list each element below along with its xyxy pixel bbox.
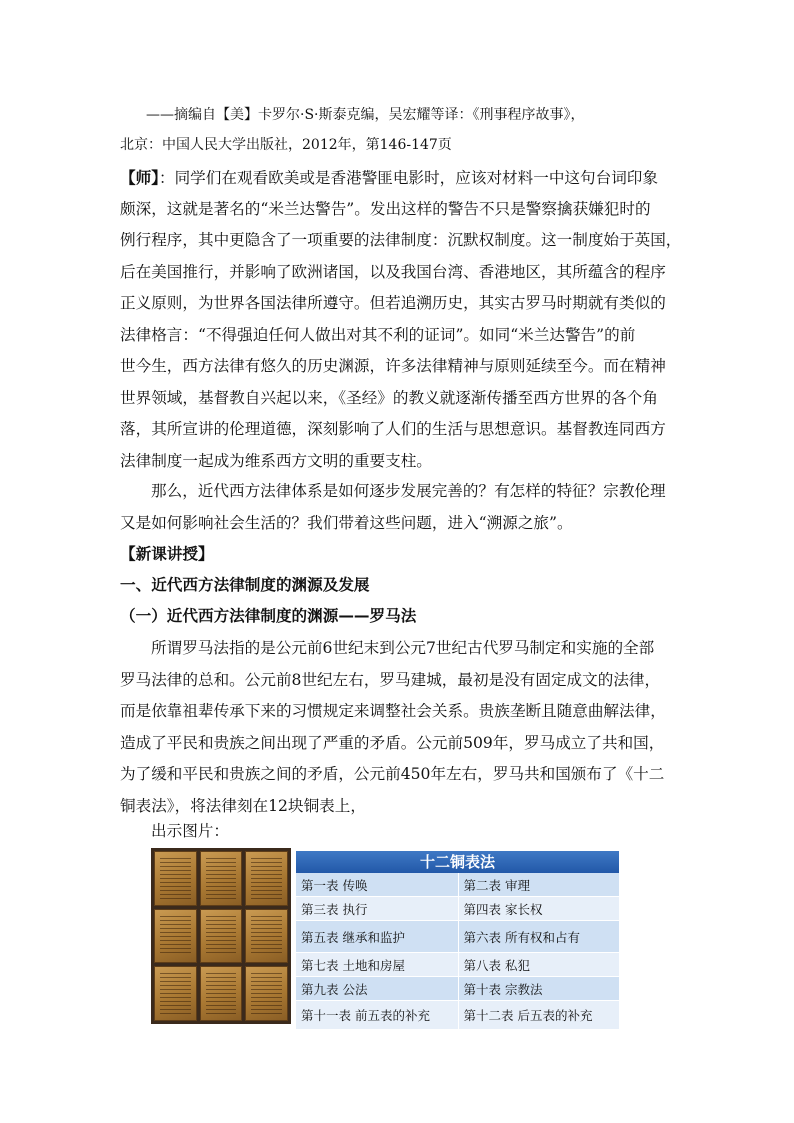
table-row: [296, 977, 619, 1001]
citation-line-2: 北京：中国人民大学出版社，2012年，第146-147页: [120, 137, 452, 153]
bronze-tablet: [200, 909, 243, 964]
bronze-tablet: [245, 909, 288, 964]
bronze-tablet: [154, 851, 197, 906]
heading-level-2: （一）近代西方法律制度的渊源——罗马法: [120, 607, 417, 625]
citation-line-1: ——摘编自【美】卡罗尔·S·斯泰克编，吴宏耀等译：《刑事程序故事》，: [146, 107, 585, 123]
table-row: [296, 1001, 619, 1029]
teacher-line: 正义原则，为世界各国法律所遵守。但若追溯历史，其实古罗马时期就有类似的: [120, 294, 666, 312]
section-new-lesson: 【新课讲授】: [120, 545, 214, 563]
roman-law-line: 而是依靠祖辈传承下来的习惯规定来调整社会关系。贵族垄断且随意曲解法律，: [120, 702, 666, 720]
bronze-tablet: [154, 966, 197, 1021]
table-cell: 第六表 所有权和占有: [458, 921, 620, 952]
bronze-tablet: [200, 851, 243, 906]
question-line: 又是如何影响社会生活的？我们带着这些问题，进入“溯源之旅”。: [120, 513, 573, 532]
bronze-tablet: [154, 909, 197, 964]
teacher-line: 落，其所宣讲的伦理道德，深刻影响了人们的生活与思想意识。基督教连同西方: [120, 420, 666, 438]
table-cell: 第三表 执行: [296, 897, 458, 920]
roman-law-paragraph: [120, 633, 680, 822]
question-paragraph: [120, 476, 680, 539]
table-cell: 第十二表 后五表的补充: [458, 1001, 620, 1029]
table-cell: 第八表 私犯: [458, 953, 620, 976]
teacher-paragraph: [120, 162, 680, 477]
roman-law-line: 为了缓和平民和贵族之间的矛盾，公元前450年左右，罗马共和国颁布了《十二: [120, 765, 665, 783]
twelve-tables-table: [296, 851, 619, 1024]
teacher-line: 世界领域，基督教自兴起以来，《圣经》的教义就逐渐传播至西方世界的各个角: [120, 388, 658, 407]
table-row: [296, 953, 619, 977]
table-row: [296, 921, 619, 953]
citation: [120, 100, 680, 160]
teacher-line: 法律格言：“不得强迫任何人做出对其不利的证词”。如同“米兰达警告”的前: [120, 325, 636, 344]
table-cell: 第五表 继承和监护: [296, 921, 458, 952]
show-picture-label: 出示图片：: [151, 822, 229, 840]
bronze-tablet: [245, 851, 288, 906]
table-row: [296, 873, 619, 897]
table-title: 十二铜表法: [296, 851, 619, 873]
table-row: [296, 897, 619, 921]
teacher-line: 颇深，这就是著名的“米兰达警告”。发出这样的警告不只是警察擒获嫌犯时的: [120, 199, 651, 218]
teacher-line: 法律制度一起成为维系西方文明的重要支柱。: [120, 451, 432, 470]
teacher-line: 世今生，西方法律有悠久的历史渊源，许多法律精神与原则延续至今。而在精神: [120, 357, 666, 375]
show-picture-paragraph: [120, 816, 680, 848]
table-cell: 第七表 土地和房屋: [296, 953, 458, 976]
teacher-label: 【师】: [120, 168, 159, 187]
table-cell: 第十一表 前五表的补充: [296, 1001, 458, 1029]
roman-law-line: 造成了平民和贵族之间出现了严重的矛盾。公元前509年，罗马成立了共和国，: [120, 733, 665, 752]
bronze-tablets-photo: [151, 848, 291, 1024]
table-cell: 第二表 审理: [458, 873, 620, 896]
roman-law-line: 罗马法律的总和。公元前8世纪左右，罗马建城，最初是没有固定成文的法律，: [120, 670, 661, 689]
table-cell: 第九表 公法: [296, 977, 458, 1000]
table-cell: 第十表 宗教法: [458, 977, 620, 1000]
question-line: 那么，近代西方法律体系是如何逐步发展完善的？有怎样的特征？宗教伦理: [151, 482, 666, 500]
table-cell: 第四表 家长权: [458, 897, 620, 920]
bronze-tablet: [200, 966, 243, 1021]
table-cell: 第一表 传唤: [296, 873, 458, 896]
roman-law-line: 铜表法》，将法律刻在12块铜表上，: [120, 796, 366, 815]
heading-level-1: 一、近代西方法律制度的渊源及发展: [120, 576, 370, 594]
bronze-tablet: [245, 966, 288, 1021]
teacher-line: 后在美国推行，并影响了欧洲诸国，以及我国台湾、香港地区，其所蕴含的程序: [120, 262, 666, 281]
roman-law-line: 所谓罗马法指的是公元前6世纪末到公元7世纪古代罗马制定和实施的全部: [151, 639, 655, 657]
teacher-line: 例行程序，其中更隐含了一项重要的法律制度：沉默权制度。这一制度始于英国，: [120, 231, 682, 249]
teacher-line: ：同学们在观看欧美或是香港警匪电影时，应该对材料一中这句台词印象: [158, 169, 658, 187]
twelve-tables-figure: [151, 848, 619, 1024]
